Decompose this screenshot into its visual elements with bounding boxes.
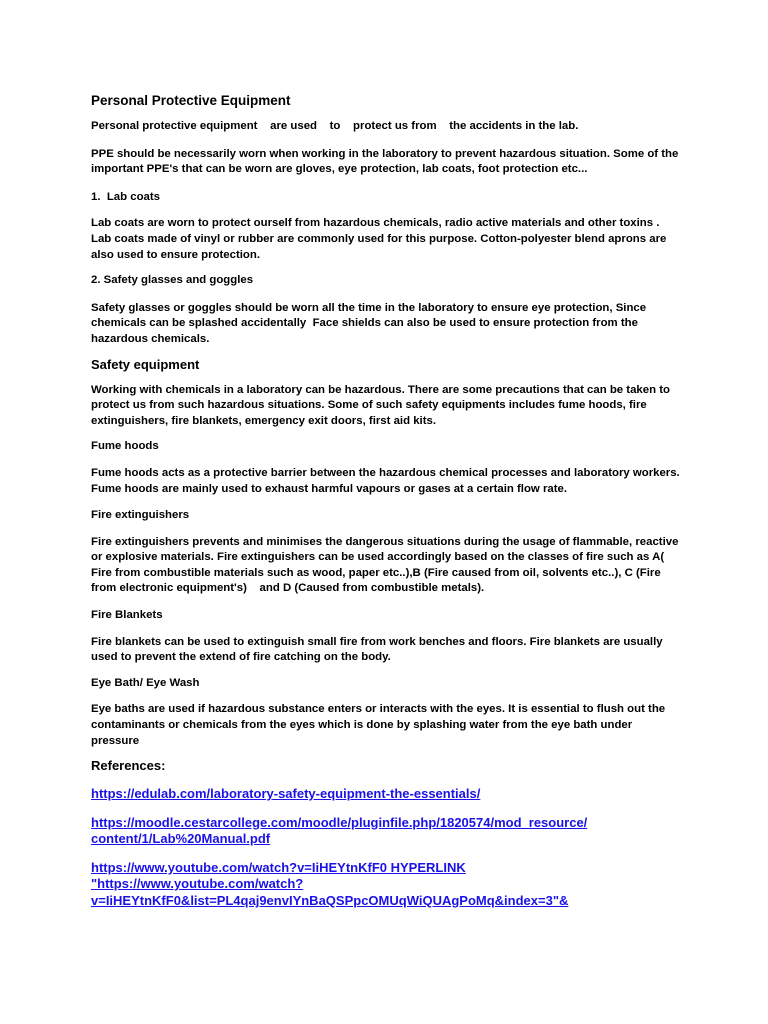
references-heading: References: (91, 758, 166, 774)
reference-link-3-line-1[interactable]: https://www.youtube.com/watch?v=IiHEYtnKfF0 HYPERLINK (91, 859, 466, 875)
fire-extinguishers-heading: Fire extinguishers (91, 509, 190, 522)
reference-link-1[interactable] (91, 786, 681, 803)
safety-equipment-heading: Safety equipment (91, 356, 200, 372)
eye-bath-heading: Eye Bath/ Eye Wash (91, 676, 200, 689)
page-title: Personal Protective Equipment (91, 93, 291, 108)
document-page (91, 92, 681, 909)
safety-glasses-heading: 2. Safety glasses and goggles (91, 274, 254, 287)
fire-blankets-paragraph: Fire blankets can be used to extinguish small fire from work benches and floors. Fire blankets are usually used to prevent the extend of fire catching on the body. (91, 635, 663, 664)
lab-coats-paragraph: Lab coats are worn to protect ourself from hazardous chemicals, radio active materials and other toxins . Lab coats made of vinyl or rubber are commonly used for this purpose. Cotton-polyester blend aprons are also used to ensure protection. (91, 217, 667, 261)
reference-link-2[interactable] (91, 815, 681, 848)
reference-link-2-line-2[interactable]: content/1/Lab%20Manual.pdf (91, 831, 271, 847)
fume-hoods-paragraph: Fume hoods acts as a protective barrier between the hazardous chemical processes and laboratory workers. Fume hoods are mainly used to exhaust harmful vapours or gases at a certain flow rate. (91, 466, 680, 495)
reference-link-2-line-1[interactable]: https://moodle.cestarcollege.com/moodle/pluginfile.php/1820574/mod_resource/ (91, 814, 588, 830)
fire-extinguishers-paragraph: Fire extinguishers prevents and minimises the dangerous situations during the usage of flammable, reactive or explosive materials. Fire extinguishers can be used accordingly based on the classes of fire such as A( Fire from combustible materials such as wood, paper etc..),B (Fire caused from oil, solvents etc..), C (Fire from electronic equipment's) and D (Caused from combustible metals). (91, 535, 682, 595)
reference-link-3-line-2[interactable]: "https://www.youtube.com/watch? (91, 876, 304, 892)
eye-bath-paragraph: Eye baths are used if hazardous substance enters or interacts with the eyes. It is essential to flush out the contaminants or chemicals from the eyes which is done by splashing water from the eye bath under pressure (91, 703, 666, 747)
lab-coats-heading: 1. Lab coats (91, 190, 161, 203)
fume-hoods-heading: Fume hoods (91, 440, 159, 453)
reference-link-3-line-3[interactable]: v=IiHEYtnKfF0&list=PL4qaj9envIYnBaQSPpcOMUqWiQUAgPoMq&index=3"& (91, 892, 569, 908)
safety-glasses-paragraph: Safety glasses or goggles should be worn all the time in the laboratory to ensure eye protection, Since chemicals can be splashed accidentally Face shields can also be used to ensure protection from the hazardous chemicals. (91, 301, 650, 345)
reference-link-3[interactable] (91, 860, 681, 910)
ppe-paragraph: PPE should be necessarily worn when working in the laboratory to prevent hazardous situation. Some of the important PPE's that can be worn are gloves, eye protection, lab coats, foot protection etc... (91, 147, 679, 176)
safety-equipment-paragraph: Working with chemicals in a laboratory can be hazardous. There are some precautions that can be taken to protect us from such hazardous situations. Some of such safety equipments includes fume hoods, fire extinguishers, fire blankets, emergency exit doors, first aid kits. (91, 383, 670, 427)
fire-blankets-heading: Fire Blankets (91, 609, 163, 622)
intro-paragraph: Personal protective equipment are used to protect us from the accidents in the lab. (91, 120, 579, 132)
reference-link-1-text[interactable]: https://edulab.com/laboratory-safety-equipment-the-essentials/ (91, 786, 481, 802)
